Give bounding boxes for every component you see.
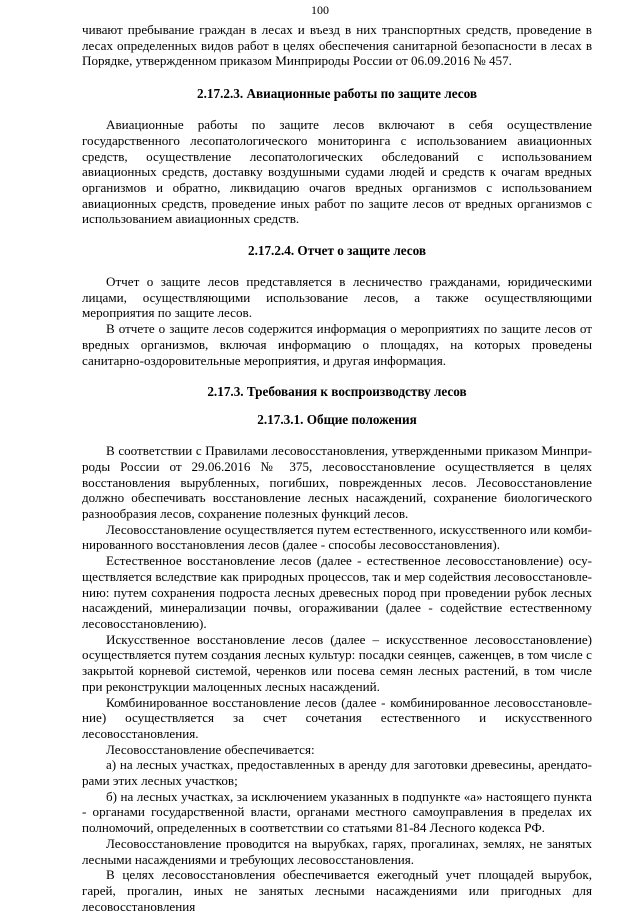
paragraph-reforestation-rules: В соответствии с Правилами лесовосстановления, утвержденными приказом Минприроды России от 29.06.2016 № 375, лесовосстановление осуществляется в целях восстановления вырубленных, погибших, поврежденных лесов. Лесовосстановление должно обеспечивать восстановление лесных насаждений, сохранение биологического разнообразия лесов, сохранение полезных функций лесов. [82,443,592,522]
paragraph-aviation-works: Авиационные работы по защите лесов включают в себя осуществление государственного лесопатологического мониторинга с использованием авиационных средств, осуществление лесопатологических обследований с использованием авиационных средств, доставку воздушными судами людей и средств к очагам вредных организмов и обратно, ликвидацию очагов вредных организмов с использованием авиационных средств, проведение иных работ по защите лесов от вредных организмов с использованием авиационных средств. [82,117,592,227]
paragraph-natural-reforestation: Естественное восстановление лесов (далее - естественное лесовосстановление) осуществляется вследствие как природных процессов, так и мер содействия лесовосстановлению: путем сохранения подроста лесных древесных пород при проведении рубок лесных насаждений, минерализации почвы, огораживании (далее - содействие естественному лесовосстановлению). [82,553,592,631]
paragraph-artificial-reforestation: Искусственное восстановление лесов (далее – искусственное лесовосстановление) осуществляется путем создания лесных культур: посадки сеянцев, саженцев, в том числе с закрытой корневой системой, черенков или посева семян лесных растений, в том числе при реконструкции малоценных лесных насаждений. [82,631,592,694]
paragraph-sanitary-safety: чивают пребывание граждан в лесах и въезд в них транспортных средств, проведение в лесах определенных видов работ в целях обеспечения санитарной безопасности в лесах в Порядке, утвержденном приказом Минприроды России от 06.09.2016 № 457. [82,22,592,69]
paragraph-reforestation-areas: Лесовосстановление проводится на вырубках, гарях, прогалинах, землях, не занятых лесными насаждениями и требующих лесовосстановления. [82,835,592,867]
list-item-a: а) на лесных участках, предоставленных в аренду для заготовки древесины, арендаторами этих лесных участков; [82,757,592,789]
heading-aviation-works: 2.17.2.3. Авиационные работы по защите лесов [197,86,477,102]
paragraph-reforestation-provided: Лесовосстановление обеспечивается: [106,741,315,757]
paragraph-combined-reforestation: Комбинированное восстановление лесов (далее - комбинированное лесовосстановление) осуществляется за счет сочетания естественного и искусственного лесовосстановления. [82,694,592,741]
page-body [82,22,592,914]
list-item-b: б) на лесных участках, за исключением указанных в подпункте «а» настоящего пункта - органами государственной власти, органами местного самоуправления в пределах их полномочий, определенных в соответствии со статьями 81-84 Лесного кодекса РФ. [82,788,592,836]
heading-reproduction-requirements: 2.17.3. Требования к воспроизводству лесов [207,384,467,400]
heading-protection-report: 2.17.2.4. Отчет о защите лесов [247,243,427,259]
paragraph-report-submission: Отчет о защите лесов представляется в лесничество гражданами, юридическими лицами, осуществляющими использование лесов, а также осуществляющими мероприятия по защите лесов. [82,274,592,321]
paragraph-report-contents: В отчете о защите лесов содержится информация о мероприятиях по защите лесов от вредных организмов, включая информацию о площадях, на которых проведены санитарно-оздоровительные мероприятия, и другая информация. [82,321,592,368]
page-number: 100 [311,3,329,17]
paragraph-reforestation-methods: Лесовосстановление осуществляется путем естественного, искусственного или комбинированного восстановления лесов (далее - способы лесовосстановления). [82,521,592,553]
paragraph-annual-accounting: В целях лесовосстановления обеспечивается ежегодный учет площадей вырубок, гарей, прогалин, иных не занятых лесными насаждениями или пригодных для лесовосстановления [82,867,592,914]
heading-general-provisions: 2.17.3.1. Общие положения [257,412,417,428]
